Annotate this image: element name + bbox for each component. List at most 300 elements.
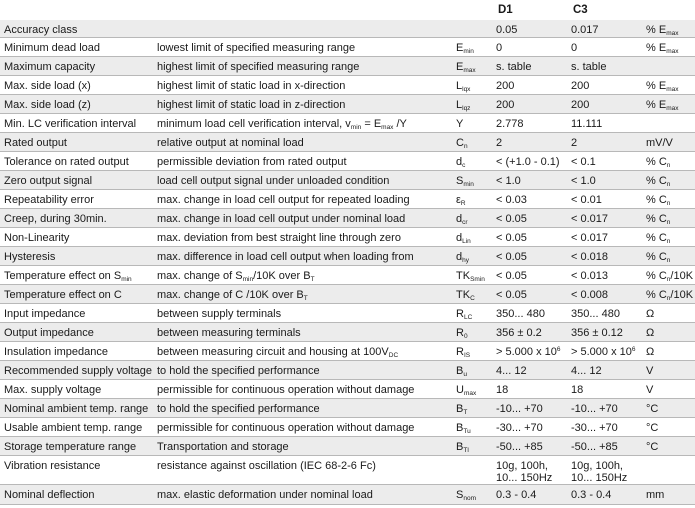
value-d1-text: 356 ± 0.2 xyxy=(496,327,542,339)
symbol-subscript: IS xyxy=(463,352,471,359)
value-c3 xyxy=(571,251,608,263)
unit-text: % C xyxy=(646,270,667,282)
value-c3 xyxy=(571,213,608,225)
value-d1-text: < 0.05 xyxy=(496,232,527,244)
description xyxy=(157,365,320,377)
table-row xyxy=(0,342,695,361)
parameter-name xyxy=(4,308,85,320)
value-c3-text: < 0.008 xyxy=(571,289,609,301)
table-row xyxy=(0,95,695,114)
parameter-name xyxy=(4,156,129,168)
unit-subscript: n xyxy=(666,257,671,264)
value-c3 xyxy=(571,489,611,501)
value-c3 xyxy=(571,460,627,484)
value-d1-text: < 0.05 xyxy=(496,289,527,301)
unit xyxy=(646,137,673,149)
symbol-text: TK xyxy=(456,289,471,301)
unit-text: % C xyxy=(646,289,667,301)
description xyxy=(157,346,398,360)
value-c3 xyxy=(571,99,589,111)
table-row xyxy=(0,190,695,209)
table-row xyxy=(0,247,695,266)
parameter-name xyxy=(4,213,107,225)
description-text: load cell output signal under unloaded condition xyxy=(157,175,390,187)
parameter-name xyxy=(4,137,67,149)
description-subscript: min xyxy=(242,276,254,283)
description xyxy=(157,61,359,73)
unit xyxy=(646,194,670,208)
value-d1-text: < 0.05 xyxy=(496,213,527,225)
symbol-text: S xyxy=(456,489,464,501)
description xyxy=(157,232,401,244)
unit xyxy=(646,489,664,501)
unit-subscript: n xyxy=(666,181,671,188)
parameter-text: Accuracy class xyxy=(4,24,78,36)
value-d1-text: < 1.0 xyxy=(496,175,521,187)
unit-text: % C xyxy=(646,232,667,244)
symbol-subscript: n xyxy=(463,143,468,150)
value-c3 xyxy=(571,156,596,168)
parameter-text: Nominal ambient temp. range xyxy=(4,403,149,415)
value-d1-superscript: 6 xyxy=(556,346,561,353)
value-d1-text: 350... 480 xyxy=(496,308,545,320)
value-d1-text: 10g, 100h, xyxy=(496,460,548,472)
value-c3-text: < 0.018 xyxy=(571,251,609,263)
value-c3-text: < 0.017 xyxy=(571,232,609,244)
symbol xyxy=(456,156,465,170)
value-d1 xyxy=(496,156,560,168)
value-c3 xyxy=(571,80,589,92)
symbol xyxy=(456,289,475,303)
value-d1-text: 2.778 xyxy=(496,118,524,130)
parameter-name xyxy=(4,489,95,501)
value-c3-text: < 0.1 xyxy=(571,156,596,168)
symbol-subscript: max xyxy=(463,67,476,74)
unit-subscript: n xyxy=(666,200,671,207)
parameter-subscript: min xyxy=(121,276,132,283)
symbol xyxy=(456,80,470,94)
parameter-name xyxy=(4,61,95,73)
table-row xyxy=(0,76,695,95)
description xyxy=(157,422,414,434)
parameter-name xyxy=(4,80,91,92)
parameter-text: Vibration resistance xyxy=(4,460,101,472)
value-c3-text: > 5.000 x 10 xyxy=(571,346,632,358)
symbol xyxy=(456,175,474,189)
description-text: max. deviation from best straight line through zero xyxy=(157,232,401,244)
parameter-name xyxy=(4,441,136,453)
parameter-text: Maximum capacity xyxy=(4,61,96,73)
value-c3 xyxy=(571,232,608,244)
symbol-subscript: Tu xyxy=(463,428,471,435)
unit-text: Ω xyxy=(646,327,655,339)
parameter-text: Insulation impedance xyxy=(4,346,108,358)
parameter-text: Repeatability error xyxy=(4,194,94,206)
description-text: highest limit of static load in z-direction xyxy=(157,99,346,111)
parameter-text: Tolerance on rated output xyxy=(4,156,129,168)
description-text: permissible deviation from rated output xyxy=(157,156,347,168)
symbol-text: d xyxy=(456,251,463,263)
symbol xyxy=(456,403,467,417)
symbol-text: L xyxy=(456,80,463,92)
parameter-text: Min. LC verification interval xyxy=(4,118,137,130)
value-d1-text: < 0.03 xyxy=(496,194,527,206)
symbol-text: E xyxy=(456,61,464,73)
symbol-subscript: lqx xyxy=(462,86,471,93)
unit-subscript: max xyxy=(666,105,679,112)
value-d1 xyxy=(496,99,514,111)
symbol xyxy=(456,213,468,227)
value-d1 xyxy=(496,213,527,225)
unit xyxy=(646,24,678,38)
value-d1 xyxy=(496,308,545,320)
table-row xyxy=(0,456,695,485)
value-c3-text: 4... 12 xyxy=(571,365,602,377)
value-c3 xyxy=(571,327,623,339)
symbol-subscript: hy xyxy=(462,257,469,264)
symbol-subscript: c xyxy=(462,162,466,169)
unit xyxy=(646,384,653,396)
symbol-subscript: max xyxy=(463,390,477,397)
symbol xyxy=(456,118,463,130)
table-row xyxy=(0,485,695,505)
header-c3: C3 xyxy=(573,4,588,16)
value-c3-text: 0 xyxy=(571,42,578,54)
symbol-subscript: Tl xyxy=(463,447,469,454)
unit xyxy=(646,270,693,284)
symbol xyxy=(456,346,470,360)
parameter-name xyxy=(4,384,101,396)
value-c3-text: -30... +70 xyxy=(571,422,618,434)
unit xyxy=(646,308,654,320)
symbol xyxy=(456,441,469,455)
parameter-name xyxy=(4,422,142,434)
value-d1-text: 0.05 xyxy=(496,24,518,36)
unit xyxy=(646,251,670,265)
value-c3 xyxy=(571,308,620,320)
symbol xyxy=(456,365,467,379)
value-c3 xyxy=(571,24,599,36)
symbol-subscript: min xyxy=(463,181,474,188)
unit xyxy=(646,175,670,189)
value-d1-text: < (+1.0 - 0.1) xyxy=(496,156,560,168)
symbol-text: d xyxy=(456,232,463,244)
value-d1 xyxy=(496,194,527,206)
description-text: permissible for continuous operation without damage xyxy=(157,422,415,434)
value-c3-superscript: 6 xyxy=(631,346,636,353)
parameter-text: Hysteresis xyxy=(4,251,56,263)
unit-text: V xyxy=(646,384,654,396)
unit-subscript: max xyxy=(666,86,679,93)
description-text: between measuring circuit and housing at 100V xyxy=(157,346,389,358)
unit xyxy=(646,42,678,56)
value-c3-text: -50... +85 xyxy=(571,441,618,453)
unit xyxy=(646,80,678,94)
unit-text: % C xyxy=(646,194,667,206)
symbol xyxy=(456,42,474,56)
value-d1 xyxy=(496,365,527,377)
parameter-text: Creep, during 30min. xyxy=(4,213,107,225)
value-c3-text: < 0.013 xyxy=(571,270,609,282)
value-d1 xyxy=(496,384,508,396)
symbol-text: Y xyxy=(456,118,464,130)
symbol-text: L xyxy=(456,99,463,111)
table-header xyxy=(0,0,695,20)
symbol-subscript: 0 xyxy=(463,333,468,340)
unit-text: % E xyxy=(646,99,667,111)
symbol xyxy=(456,489,476,503)
value-d1 xyxy=(496,403,543,415)
description-text: between supply terminals xyxy=(157,308,282,320)
unit-text-end: /10K xyxy=(670,270,694,282)
description xyxy=(157,42,355,54)
parameter-name xyxy=(4,175,92,187)
unit-text-end: /10K xyxy=(670,289,694,301)
description-text: between measuring terminals xyxy=(157,327,301,339)
value-d1 xyxy=(496,422,543,434)
value-d1-text: -10... +70 xyxy=(496,403,543,415)
value-d1 xyxy=(496,289,527,301)
description xyxy=(157,384,414,396)
description xyxy=(157,327,301,339)
description-text: max. difference in load cell output when loading from xyxy=(157,251,414,263)
value-d1-text: 18 xyxy=(496,384,509,396)
table-row xyxy=(0,399,695,418)
unit-subscript: max xyxy=(666,48,679,55)
unit-text: °C xyxy=(646,403,659,415)
symbol-text: C xyxy=(456,137,464,149)
description-text: max. change of S xyxy=(157,270,243,282)
value-d1 xyxy=(496,232,527,244)
parameter-text: Non-Linearity xyxy=(4,232,70,244)
value-c3 xyxy=(571,422,618,434)
value-d1 xyxy=(496,346,560,360)
parameter-text: Storage temperature range xyxy=(4,441,137,453)
parameter-name xyxy=(4,270,132,284)
value-c3 xyxy=(571,42,577,54)
parameter-name xyxy=(4,24,77,36)
parameter-text: Zero output signal xyxy=(4,175,93,187)
symbol xyxy=(456,99,470,113)
symbol-subscript: lqz xyxy=(462,105,471,112)
unit-text: % C xyxy=(646,156,667,168)
description-text-tail: = E xyxy=(361,118,382,130)
symbol-text: B xyxy=(456,422,464,434)
parameter-name xyxy=(4,365,152,377)
description xyxy=(157,270,315,284)
unit xyxy=(646,403,658,415)
description xyxy=(157,194,410,206)
unit-text: V xyxy=(646,365,654,377)
value-c3 xyxy=(571,365,602,377)
value-c3 xyxy=(571,441,618,453)
symbol-text: S xyxy=(456,175,464,187)
value-c3-text: < 1.0 xyxy=(571,175,596,187)
description xyxy=(157,289,308,303)
value-d1 xyxy=(496,441,543,453)
symbol xyxy=(456,251,469,265)
value-c3 xyxy=(571,403,618,415)
table-row xyxy=(0,361,695,380)
value-d1 xyxy=(496,175,521,187)
description-text: to hold the specified performance xyxy=(157,403,320,415)
unit xyxy=(646,99,678,113)
unit-text: % C xyxy=(646,175,667,187)
symbol xyxy=(456,194,466,208)
value-d1 xyxy=(496,42,502,54)
unit-subscript: n xyxy=(666,276,671,283)
symbol-subscript: cr xyxy=(462,219,468,226)
parameter-name xyxy=(4,118,136,130)
symbol-subscript: T xyxy=(463,409,468,416)
table-row xyxy=(0,418,695,437)
symbol-text: B xyxy=(456,403,464,415)
value-c3-text: 350... 480 xyxy=(571,308,620,320)
description-text: highest limit of static load in x-direction xyxy=(157,80,346,92)
symbol xyxy=(456,232,471,246)
symbol xyxy=(456,270,485,284)
description-text: highest limit of specified measuring range xyxy=(157,61,360,73)
value-c3-text: 2 xyxy=(571,137,578,149)
table-row xyxy=(0,38,695,57)
value-c3-text: < 0.01 xyxy=(571,194,602,206)
description-subscript: T xyxy=(310,276,315,283)
value-d1 xyxy=(496,460,552,484)
value-d1-text: -50... +85 xyxy=(496,441,543,453)
unit-subscript: max xyxy=(666,30,679,37)
symbol-text: R xyxy=(456,327,464,339)
unit-text: % C xyxy=(646,251,667,263)
table-row xyxy=(0,133,695,152)
description xyxy=(157,308,281,320)
description-text: max. change in load cell output for repeated loading xyxy=(157,194,410,206)
unit-subscript: n xyxy=(666,162,671,169)
description xyxy=(157,441,289,453)
symbol-subscript: LC xyxy=(463,314,473,321)
description-text: max. elastic deformation under nominal load xyxy=(157,489,373,501)
symbol xyxy=(456,137,468,151)
table-row xyxy=(0,380,695,399)
description-text: to hold the specified performance xyxy=(157,365,320,377)
parameter-text: Minimum dead load xyxy=(4,42,100,54)
unit xyxy=(646,213,670,227)
unit-subscript: n xyxy=(666,295,671,302)
symbol xyxy=(456,308,472,322)
description xyxy=(157,213,405,225)
description xyxy=(157,251,414,263)
description-text: minimum load cell verification interval, v xyxy=(157,118,351,130)
unit-text: Ω xyxy=(646,346,655,358)
description-text: resistance against oscillation (IEC 68-2-6 Fc) xyxy=(157,460,376,472)
unit xyxy=(646,422,658,434)
parameter-text: Max. supply voltage xyxy=(4,384,102,396)
symbol-subscript: Lin xyxy=(462,238,471,245)
value-c3-text: -10... +70 xyxy=(571,403,618,415)
table-row xyxy=(0,304,695,323)
value-c3 xyxy=(571,289,608,301)
value-c3-text: 200 xyxy=(571,99,590,111)
value-c3 xyxy=(571,61,606,73)
value-d1-text: 2 xyxy=(496,137,503,149)
value-d1 xyxy=(496,251,527,263)
parameter-name xyxy=(4,327,94,339)
description xyxy=(157,118,407,132)
value-d1-text: s. table xyxy=(496,61,532,73)
parameter-text: Rated output xyxy=(4,137,67,149)
symbol-subscript: nom xyxy=(463,495,476,502)
unit xyxy=(646,327,654,339)
symbol-text: B xyxy=(456,441,464,453)
description xyxy=(157,460,376,472)
parameter-text: Max. side load (x) xyxy=(4,80,91,92)
description-text: max. change of C /10K over B xyxy=(157,289,304,301)
symbol-subscript: C xyxy=(470,295,475,302)
symbol-text: E xyxy=(456,42,464,54)
table-row xyxy=(0,152,695,171)
table-row xyxy=(0,171,695,190)
symbol-text: TK xyxy=(456,270,471,282)
description-text: permissible for continuous operation without damage xyxy=(157,384,415,396)
value-c3 xyxy=(571,175,596,187)
value-d1-text: 0.3 - 0.4 xyxy=(496,489,537,501)
value-d1 xyxy=(496,24,517,36)
parameter-name xyxy=(4,194,94,206)
value-d1-text: -30... +70 xyxy=(496,422,543,434)
value-d1 xyxy=(496,327,542,339)
unit-text: mm xyxy=(646,489,665,501)
table-row xyxy=(0,285,695,304)
value-d1 xyxy=(496,137,502,149)
symbol xyxy=(456,61,476,75)
unit-text: % E xyxy=(646,42,667,54)
description-subscript: DC xyxy=(388,352,399,359)
parameter-text: Output impedance xyxy=(4,327,94,339)
symbol xyxy=(456,384,476,398)
parameter-text: Nominal deflection xyxy=(4,489,95,501)
value-c3-text: 200 xyxy=(571,80,590,92)
value-d1 xyxy=(496,118,524,130)
symbol-text: ε xyxy=(456,194,461,206)
value-d1 xyxy=(496,61,531,73)
parameter-text: Recommended supply voltage xyxy=(4,365,152,377)
parameter-name xyxy=(4,289,122,301)
value-d1 xyxy=(496,270,527,282)
value-d1-text: 4... 12 xyxy=(496,365,527,377)
parameter-text: Max. side load (z) xyxy=(4,99,91,111)
symbol-subscript: R xyxy=(460,200,466,207)
value-c3-text: 0.3 - 0.4 xyxy=(571,489,612,501)
value-d1-line2: 10... 150Hz xyxy=(496,472,553,484)
parameter-text: Usable ambient temp. range xyxy=(4,422,143,434)
description-text: Transportation and storage xyxy=(157,441,289,453)
value-d1-text: 200 xyxy=(496,99,515,111)
parameter-text: Temperature effect on C xyxy=(4,289,122,301)
value-c3-text: 18 xyxy=(571,384,584,396)
unit-text: °C xyxy=(646,422,659,434)
table-row xyxy=(0,20,695,38)
description-subscript: T xyxy=(303,295,308,302)
unit-subscript: n xyxy=(666,219,671,226)
table-row xyxy=(0,228,695,247)
description xyxy=(157,489,373,501)
unit-text: % E xyxy=(646,80,667,92)
unit xyxy=(646,232,670,246)
value-d1-text: 200 xyxy=(496,80,515,92)
parameter-name xyxy=(4,346,108,358)
value-d1-text: < 0.05 xyxy=(496,270,527,282)
description-text: max. change in load cell output under nominal load xyxy=(157,213,406,225)
symbol-text: d xyxy=(456,156,463,168)
